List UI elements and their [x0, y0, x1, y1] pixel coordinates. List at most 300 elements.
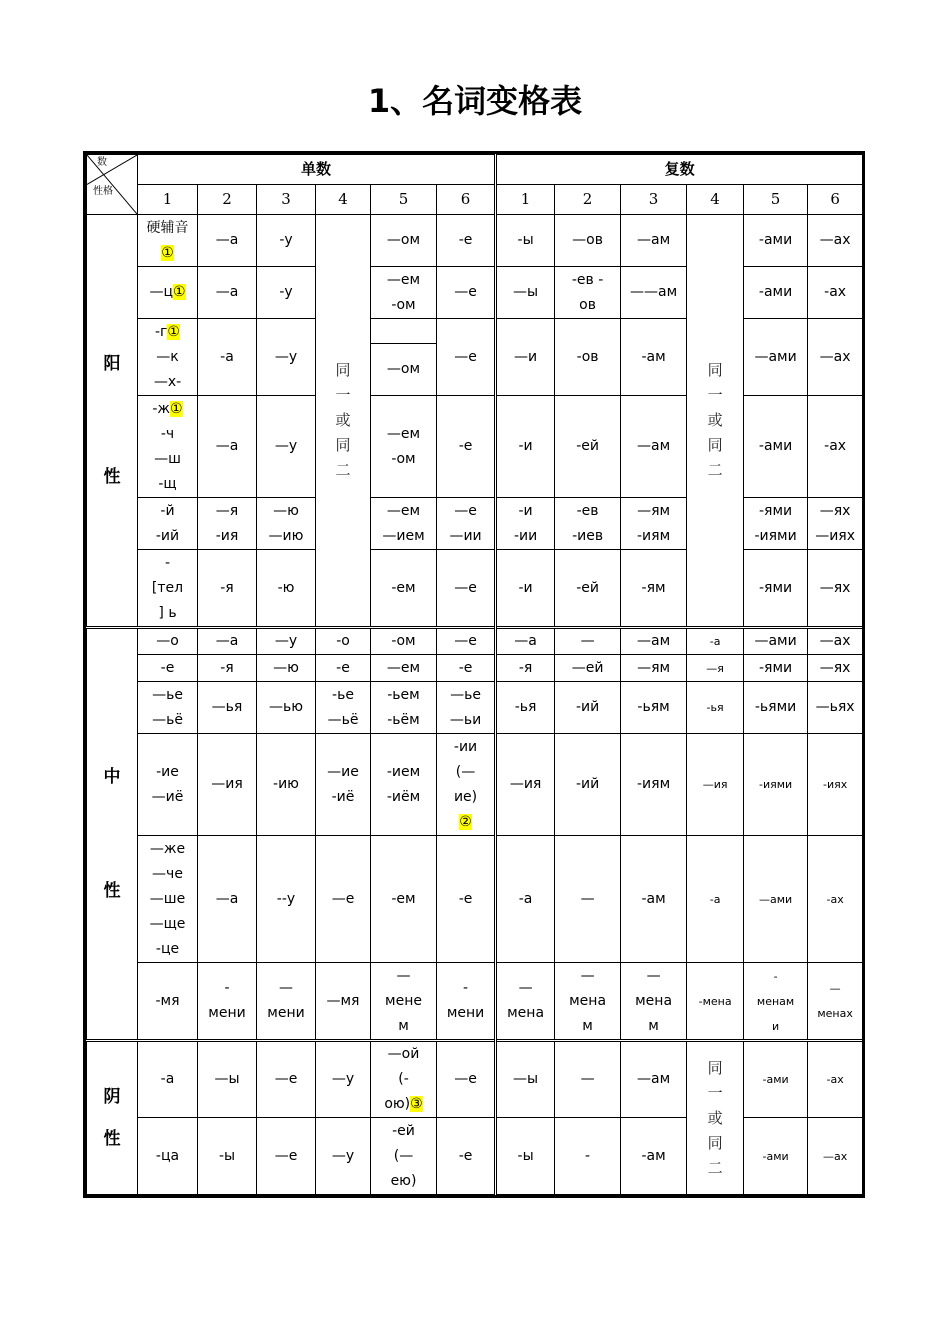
case-number	[257, 185, 316, 215]
table-cell	[621, 1118, 687, 1195]
table-cell	[316, 655, 371, 682]
cell-text: -щ	[158, 475, 177, 492]
footnote-mark: ①	[167, 323, 180, 340]
cell-text: 同	[335, 361, 351, 379]
cell-text: ] ь	[158, 604, 177, 621]
cell-text: —а	[215, 633, 239, 649]
table-cell	[371, 1118, 437, 1195]
table-cell	[257, 396, 316, 498]
table-cell	[744, 215, 808, 267]
table-cell	[257, 655, 316, 682]
table-cell	[555, 498, 621, 550]
table-cell	[744, 1041, 808, 1118]
table-cell	[621, 628, 687, 655]
cell-text: [тел	[151, 579, 184, 596]
table-cell	[437, 319, 496, 396]
same-as-note	[316, 215, 371, 628]
cell-text: —е	[454, 633, 477, 649]
cell-text: —ия	[211, 776, 243, 792]
table-cell	[621, 215, 687, 267]
cell-text: 同	[707, 361, 723, 379]
cell-text: -а	[709, 635, 721, 648]
table-row	[87, 655, 863, 682]
cell-text: -ей	[576, 579, 599, 596]
table-cell	[687, 836, 744, 963]
gender-label	[87, 1041, 138, 1195]
table-cell	[257, 267, 316, 319]
gender-char: 阴	[103, 1086, 121, 1107]
table-cell	[621, 267, 687, 319]
cell-text: -е	[458, 890, 473, 907]
cell-text: —ов	[572, 232, 603, 248]
case-number	[138, 185, 198, 215]
cell-text: -ами	[758, 438, 793, 454]
table-cell	[621, 963, 687, 1041]
cell-text: -е	[458, 659, 473, 676]
cell-text: -ями	[759, 502, 793, 519]
cell-text: -	[224, 980, 230, 996]
table-cell	[437, 734, 496, 836]
table-row	[87, 319, 863, 344]
cell-text: -ю	[277, 579, 295, 596]
cell-text: —ьё	[327, 711, 359, 728]
cell-text: 1	[520, 190, 531, 208]
cell-text: -иям	[637, 776, 671, 792]
cell-text: -ьями	[754, 699, 797, 715]
cell-text: и	[772, 1019, 780, 1033]
cell-text: -а	[220, 348, 234, 365]
table-cell	[687, 734, 744, 836]
cell-text: 单数	[301, 160, 332, 178]
table-row	[87, 963, 863, 1041]
table-cell	[496, 655, 555, 682]
cell-text: —	[279, 980, 293, 996]
cell-text: -а	[160, 1071, 175, 1087]
same-as-note	[687, 1041, 744, 1195]
table-cell	[138, 628, 198, 655]
table-cell	[257, 1041, 316, 1118]
cell-text: —х-	[153, 373, 182, 390]
cell-text: —иё	[151, 788, 184, 805]
case-number	[198, 185, 257, 215]
cell-text: —я	[706, 661, 724, 675]
cell-text: —е	[274, 1071, 298, 1087]
table-cell	[198, 1041, 257, 1118]
cell-text: -и	[518, 502, 533, 519]
cell-text: —ю	[273, 659, 299, 676]
cell-text: -ы	[218, 1147, 236, 1164]
cell-text: (—	[455, 763, 476, 780]
cell-text: —	[646, 967, 661, 984]
cell-text: -ями	[759, 659, 793, 676]
cell-text: мена	[507, 1005, 545, 1021]
cell-text: -ам	[641, 348, 666, 365]
table-cell	[138, 550, 198, 628]
cell-text: —е	[454, 284, 477, 300]
cell-text: -е	[458, 232, 473, 248]
cell-text: -иями	[758, 778, 793, 791]
table-cell	[437, 682, 496, 734]
cell-text: ——ам	[630, 284, 678, 300]
gender-char: 阳	[103, 353, 121, 374]
cell-text: -ца	[155, 1147, 180, 1164]
table-cell	[808, 1041, 863, 1118]
cell-text: -ам	[641, 890, 666, 907]
table-cell	[744, 628, 808, 655]
table-row	[87, 836, 863, 963]
case-number	[744, 185, 808, 215]
table-cell	[808, 963, 863, 1041]
cell-text: 或	[707, 411, 723, 429]
table-cell	[808, 319, 863, 396]
table-cell	[437, 1041, 496, 1118]
cell-text: м	[648, 1017, 659, 1034]
table-cell	[138, 396, 198, 498]
cell-text: 或	[335, 411, 351, 429]
gender-label	[87, 628, 138, 1041]
cell-text: 同	[707, 436, 723, 454]
cell-text: —ем	[386, 502, 421, 519]
table-cell	[138, 498, 198, 550]
cell-text: -ам	[641, 1147, 666, 1164]
cell-text: -ям	[641, 579, 666, 596]
table-cell	[437, 836, 496, 963]
table-cell	[744, 682, 808, 734]
cell-text: —ам	[637, 1071, 671, 1087]
table-cell	[808, 215, 863, 267]
cell-text: —ом	[386, 361, 421, 377]
cell-text: —е	[331, 890, 355, 907]
cell-text: —ем	[386, 659, 421, 676]
table-cell	[198, 628, 257, 655]
cell-text: мена	[569, 992, 607, 1009]
cell-text: 一	[707, 386, 723, 404]
table-cell	[371, 734, 437, 836]
cell-text: -ии	[513, 527, 538, 544]
cell-text: мене	[385, 992, 422, 1009]
table-cell	[257, 963, 316, 1041]
cell-text: —е	[454, 502, 477, 519]
table-row	[87, 498, 863, 550]
cell-text: 硬辅音	[146, 219, 189, 236]
case-number	[621, 185, 687, 215]
cell-text: —ам	[637, 438, 671, 454]
cell-text	[139, 241, 196, 266]
cell-text: —ях	[819, 502, 851, 519]
cell-text: 1	[162, 190, 173, 208]
cell-text: —у	[331, 1071, 355, 1087]
cell-text: 4	[338, 190, 348, 208]
cell-text: 5	[770, 190, 781, 208]
table-cell	[744, 267, 808, 319]
table-cell	[138, 836, 198, 963]
table-cell	[808, 734, 863, 836]
cell-text: -ж①	[152, 400, 183, 417]
cell-text: —е	[274, 1147, 298, 1164]
cell-text: -	[773, 969, 778, 983]
cell-text: —ью	[268, 699, 304, 715]
cell-text: 5	[398, 190, 409, 208]
case-number	[555, 185, 621, 215]
footnote-mark: ①	[170, 400, 183, 417]
cell-text: 3	[648, 190, 659, 208]
case-number	[496, 185, 555, 215]
cell-text: —	[580, 967, 595, 984]
cell-text: -ем	[391, 579, 416, 596]
cell-text: —ья	[211, 699, 243, 715]
page-title: 1、名词变格表	[367, 82, 583, 120]
empty-cell	[371, 319, 437, 344]
cell-text: 二	[707, 461, 723, 479]
cell-text: -а	[518, 890, 533, 907]
table-cell	[555, 1041, 621, 1118]
cell-text: —о	[156, 633, 179, 649]
footnote-mark: ①	[161, 244, 174, 261]
table-cell	[555, 682, 621, 734]
table-cell	[316, 734, 371, 836]
table-cell	[138, 1041, 198, 1118]
declension-table-frame	[83, 151, 865, 1198]
cell-text: -и	[518, 438, 533, 454]
case-number	[808, 185, 863, 215]
case-number	[371, 185, 437, 215]
table-cell	[621, 550, 687, 628]
table-cell	[371, 682, 437, 734]
table-cell	[316, 1041, 371, 1118]
cell-text: ие)	[453, 788, 478, 805]
cell-text: —	[580, 890, 595, 907]
cell-text: -мена	[698, 994, 732, 1008]
cell-text: -е	[458, 438, 473, 454]
cell-text: —мя	[326, 992, 360, 1009]
table-cell	[371, 396, 437, 498]
table-cell	[316, 963, 371, 1041]
cell-text: -ах	[824, 284, 847, 300]
case-number	[687, 185, 744, 215]
table-cell	[496, 1118, 555, 1195]
table-cell	[437, 215, 496, 267]
cell-text: —ах	[822, 1149, 848, 1163]
table-cell	[555, 836, 621, 963]
case-number	[437, 185, 496, 215]
table-cell	[371, 498, 437, 550]
cell-text: —ом	[386, 232, 421, 248]
table-cell	[257, 682, 316, 734]
cell-text: -е	[160, 659, 175, 676]
table-cell	[198, 267, 257, 319]
cell-text: 4	[710, 190, 720, 208]
table-cell	[437, 267, 496, 319]
cell-text: 6	[460, 190, 471, 208]
table-cell	[371, 655, 437, 682]
table-cell	[437, 655, 496, 682]
cell-text: —ы	[214, 1071, 240, 1087]
cell-text: —ем	[386, 271, 421, 288]
cell-text: —	[829, 982, 841, 995]
ending-cell	[138, 215, 198, 267]
table-cell	[496, 319, 555, 396]
table-cell	[496, 215, 555, 267]
cell-text: -ев -	[571, 271, 604, 288]
plural-header	[496, 155, 863, 185]
cell-text: —ах	[819, 633, 851, 649]
cell-text: (—	[393, 1147, 414, 1164]
cell-text: —ы	[513, 284, 539, 300]
cell-text: —ии	[449, 527, 482, 544]
cell-text: м	[582, 1017, 593, 1034]
cell-text: -иям	[637, 527, 671, 544]
table-cell	[496, 498, 555, 550]
cell-text: -иями	[754, 527, 797, 544]
cell-text: —ия	[509, 776, 542, 792]
cell-text: -я	[220, 579, 234, 596]
cell-text: --у	[276, 890, 296, 907]
cell-text	[438, 810, 493, 835]
cell-text: —у	[274, 438, 298, 454]
table-cell	[808, 655, 863, 682]
cell-text: 6	[830, 190, 840, 208]
cell-text: -ом	[391, 296, 416, 313]
gender-char: 性	[103, 1129, 121, 1150]
cell-text: -ов	[576, 348, 599, 365]
cell-text: -ом	[391, 450, 416, 467]
table-cell	[198, 682, 257, 734]
cell-text: -ья	[514, 699, 537, 715]
table-cell	[621, 1041, 687, 1118]
cell-text: —	[580, 633, 595, 649]
cell-text: 一	[335, 386, 351, 404]
cell-text: 复数	[664, 160, 695, 178]
gender-char: 性	[103, 880, 121, 901]
cell-text: —ш	[154, 450, 181, 467]
cell-text: —ще	[149, 915, 186, 932]
cell-text: -й	[160, 502, 175, 519]
cell-text: менах	[817, 1007, 853, 1020]
cell-text: —ей	[571, 659, 604, 676]
table-cell	[496, 836, 555, 963]
table-cell	[808, 836, 863, 963]
table-row	[87, 267, 863, 319]
cell-text: —ам	[637, 232, 671, 248]
cell-text: —а	[215, 284, 239, 300]
cell-text: -це	[155, 940, 180, 957]
cell-text: -ьём	[387, 711, 420, 728]
cell-text: -ами	[758, 284, 793, 300]
table-cell	[555, 215, 621, 267]
table-cell	[371, 550, 437, 628]
table-cell	[316, 628, 371, 655]
table-cell	[138, 734, 198, 836]
cell-text: ою)③	[384, 1096, 423, 1112]
cell-text: 二	[335, 461, 351, 479]
table-cell	[316, 682, 371, 734]
table-cell	[138, 319, 198, 396]
table-cell	[808, 396, 863, 498]
cell-text: -ия	[215, 527, 239, 544]
cell-text: -ей	[392, 1122, 415, 1139]
table-cell	[555, 734, 621, 836]
cell-text: -у	[279, 232, 293, 248]
table-cell	[198, 498, 257, 550]
table-cell	[257, 319, 316, 396]
gender-label	[87, 215, 138, 628]
singular-header	[138, 155, 496, 185]
cell-text: —ьё	[152, 711, 183, 728]
cell-text: менам	[756, 994, 795, 1008]
table-row	[87, 628, 863, 655]
cell-text: —ами	[754, 633, 797, 649]
cell-text: -ий	[575, 776, 600, 792]
cell-text: -мя	[155, 992, 180, 1009]
cell-text: 同	[335, 436, 351, 454]
cell-text: —и	[514, 348, 538, 365]
cell-text: -г①	[155, 323, 180, 340]
table-cell	[198, 734, 257, 836]
cell-text: —а	[514, 633, 537, 649]
cell-text: —ах	[819, 348, 851, 365]
cell-text: -ч	[160, 425, 175, 442]
cell-text: ею)	[390, 1172, 417, 1189]
cell-text: -я	[220, 659, 234, 676]
cell-text: 同	[707, 1133, 723, 1152]
table-cell	[496, 396, 555, 498]
table-cell	[371, 267, 437, 319]
cell-text: —ьи	[449, 711, 482, 728]
diagonal-line	[87, 155, 137, 214]
table-cell	[257, 550, 316, 628]
table-cell	[496, 734, 555, 836]
table-cell	[808, 1118, 863, 1195]
gender-char: 性	[103, 467, 121, 488]
table-cell	[555, 963, 621, 1041]
table-cell	[621, 836, 687, 963]
corner-number-label: 数	[97, 157, 107, 168]
table-cell	[437, 963, 496, 1041]
cell-text: —же	[149, 840, 186, 857]
cell-text: —к	[156, 348, 179, 365]
cell-text: -ье	[332, 686, 354, 703]
cell-text: —е	[454, 579, 477, 596]
table-cell	[437, 628, 496, 655]
cell-text: —	[518, 980, 533, 996]
cell-text: -иях	[822, 778, 848, 791]
table-cell	[138, 963, 198, 1041]
cell-text: -	[463, 980, 469, 996]
table-cell	[316, 836, 371, 963]
table-cell	[198, 655, 257, 682]
cell-text: —иях	[815, 527, 856, 544]
table-cell	[621, 682, 687, 734]
table-cell	[371, 215, 437, 267]
table-row	[87, 396, 863, 498]
cell-text: —ям	[637, 659, 671, 676]
table-cell	[138, 1118, 198, 1195]
table-cell	[744, 498, 808, 550]
cell-text: (-	[398, 1071, 409, 1087]
cell-text: -ом	[391, 633, 416, 649]
cell-text: —ях	[819, 579, 851, 596]
cell-text: 3	[281, 190, 291, 208]
table-cell	[198, 1118, 257, 1195]
cell-text: —у	[331, 1147, 355, 1164]
cell-text: —ах	[819, 232, 851, 248]
table-cell	[555, 267, 621, 319]
table-cell	[808, 682, 863, 734]
cell-text: -ьем	[387, 686, 420, 703]
cell-text: 一	[707, 1083, 723, 1102]
table-cell	[437, 1118, 496, 1195]
table-cell	[621, 396, 687, 498]
